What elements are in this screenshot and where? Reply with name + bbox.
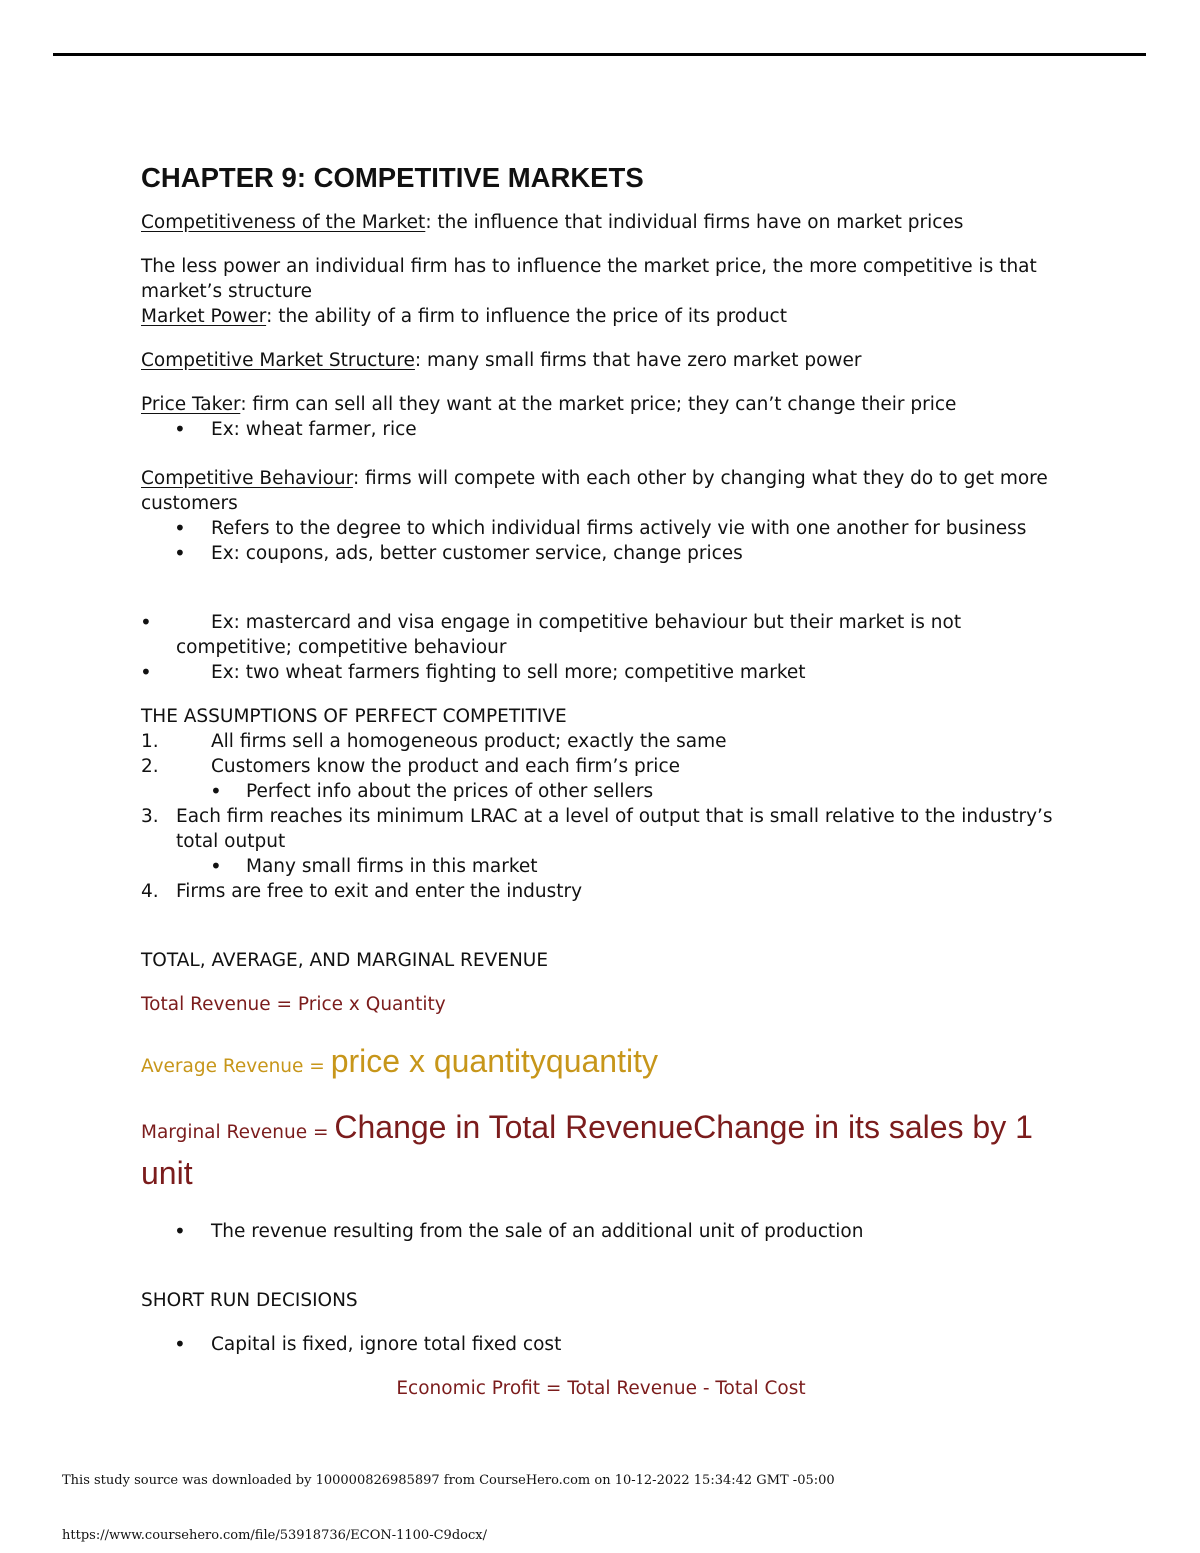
document-body	[141, 160, 1061, 1401]
average-revenue-formula: Average Revenue = price x quantityquantity	[141, 1043, 658, 1079]
economic-profit-formula: Economic Profit = Total Revenue - Total Cost	[396, 1378, 806, 1399]
marginal-revenue-formula: Marginal Revenue = Change in Total RevenueChange in its sales by 1 unit	[141, 1109, 1033, 1191]
def-competitiveness: Competitiveness of the Market: the influence that individual firms have on market prices	[141, 212, 964, 233]
numbered-item: 3. Each firm reaches its minimum LRAC at a level of output that is small relative to the industry’s total output	[141, 806, 1053, 852]
numbered-item: 4. Firms are free to exit and enter the industry	[141, 881, 583, 902]
short-run-heading: SHORT RUN DECISIONS	[141, 1290, 358, 1311]
list-item: • Capital is fixed, ignore total fixed cost	[141, 1332, 1061, 1357]
list-item: • Ex: mastercard and visa engage in competitive behaviour but their market is not competitive; competitive behaviour	[141, 610, 1061, 660]
term-market-power: Market Power	[141, 306, 267, 327]
def-price-taker: Price Taker: firm can sell all they want at the market price; they can’t change their price	[141, 394, 957, 415]
term-cms: Competitive Market Structure	[141, 350, 415, 371]
def-competitive-market-structure: Competitive Market Structure: many small firms that have zero market power	[141, 350, 862, 371]
list-item: • Ex: wheat farmer, rice	[141, 417, 1061, 442]
list-item: • Refers to the degree to which individual firms actively vie with one another for business	[141, 516, 1061, 541]
revenue-heading: TOTAL, AVERAGE, AND MARGINAL REVENUE	[141, 950, 549, 971]
list-item: • Many small firms in this market	[141, 854, 1061, 879]
source-url[interactable]: https://www.coursehero.com/file/53918736/ECON-1100-C9docx/	[62, 1528, 487, 1543]
list-item: • Perfect info about the prices of other sellers	[141, 779, 1061, 804]
term-behaviour: Competitive Behaviour	[141, 468, 353, 489]
numbered-item: 2. Customers know the product and each firm’s price	[141, 756, 681, 777]
list-item: • Ex: two wheat farmers fighting to sell more; competitive market	[141, 660, 1061, 685]
def-competitive-behaviour: Competitive Behaviour: firms will compete with each other by changing what they do to get more customers	[141, 468, 1048, 514]
page-title: CHAPTER 9: COMPETITIVE MARKETS	[141, 162, 644, 193]
def-market-power: Market Power: the ability of a firm to influence the price of its product	[141, 306, 787, 327]
top-rule	[53, 53, 1146, 56]
para-less-power: The less power an individual firm has to influence the market price, the more competitive is that market’s structure	[141, 256, 1037, 302]
term-price-taker: Price Taker	[141, 394, 241, 415]
download-notice: This study source was downloaded by 100000826985897 from CourseHero.com on 10-12-2022 15:34:42 GMT -05:00	[62, 1473, 835, 1488]
list-item: • Ex: coupons, ads, better customer service, change prices	[141, 541, 1061, 566]
numbered-item: 1. All firms sell a homogeneous product; exactly the same	[141, 731, 727, 752]
total-revenue-formula: Total Revenue = Price x Quantity	[141, 994, 446, 1015]
assumptions-heading: THE ASSUMPTIONS OF PERFECT COMPETITIVE	[141, 706, 567, 727]
term-competitiveness: Competitiveness of the Market	[141, 212, 426, 233]
list-item: • The revenue resulting from the sale of an additional unit of production	[141, 1219, 1061, 1244]
